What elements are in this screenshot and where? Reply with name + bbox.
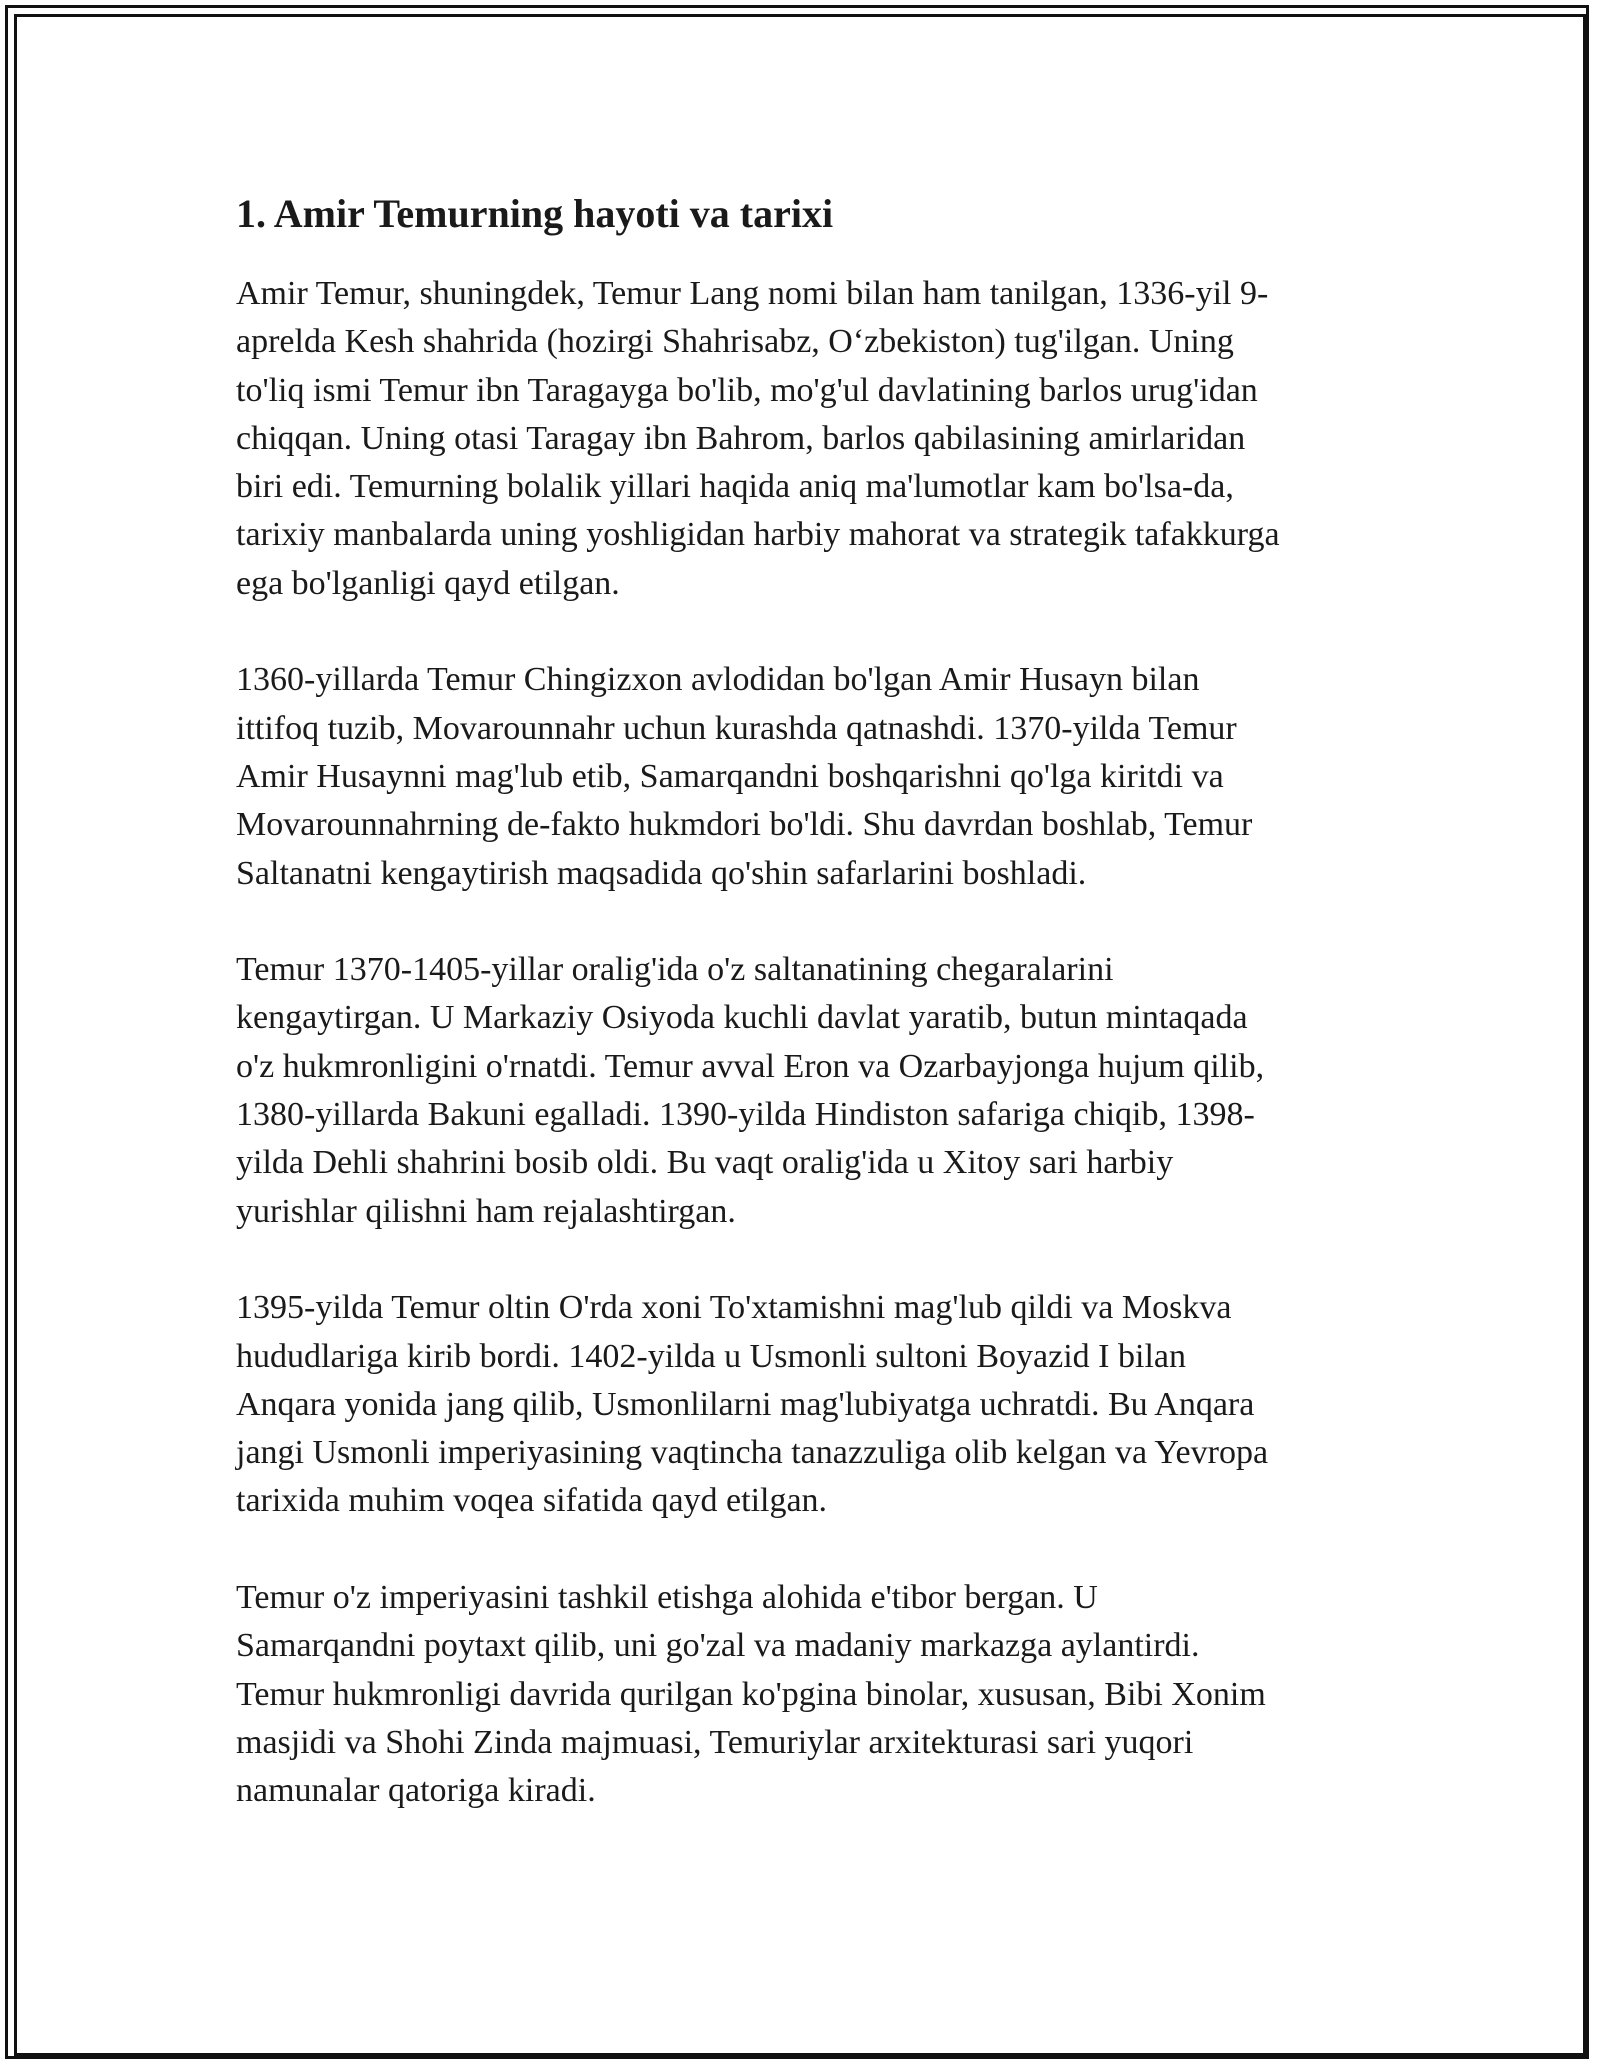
text-line: yurishlar qilishni ham rejalashtirgan. [236, 1192, 736, 1230]
text-line: jangi Usmonli imperiyasining vaqtincha tanazzuliga olib kelgan va Yevropa [236, 1434, 1269, 1472]
document-title: 1. Amir Temurning hayoti va tarixi [236, 191, 834, 236]
text-line: aprelda Kesh shahrida (hozirgi Shahrisabz, O‘zbekiston) tug'ilgan. Uning [236, 323, 1234, 361]
text-line: Amir Husaynni mag'lub etib, Samarqandni boshqarishni qo'lga kiritdi va [236, 757, 1224, 795]
text-line: Saltanatni kengaytirish maqsadida qo'shin safarlarini boshladi. [236, 854, 1087, 892]
text-line: masjidi va Shohi Zinda majmuasi, Temuriylar arxitekturasi sari yuqori [236, 1723, 1194, 1761]
text-line: Amir Temur, shuningdek, Temur Lang nomi bilan ham tanilgan, 1336-yil 9- [236, 275, 1269, 312]
text-line: 1395-yilda Temur oltin O'rda xoni To'xtamishni mag'lub qildi va Moskva [236, 1289, 1232, 1327]
text-line: kengaytirgan. U Markaziy Osiyoda kuchli davlat yaratib, butun mintaqada [236, 999, 1248, 1037]
text-line: o'z hukmronligini o'rnatdi. Temur avval Eron va Ozarbayjonga hujum qilib, [236, 1047, 1265, 1085]
paragraph-3 [236, 946, 1376, 1236]
text-line: yilda Dehli shahrini bosib oldi. Bu vaqt oralig'ida u Xitoy sari harbiy [236, 1144, 1174, 1182]
document-body [236, 188, 1376, 1864]
text-line: to'liq ismi Temur ibn Taragayga bo'lib, mo'g'ul davlatining barlos urug'idan [236, 371, 1258, 409]
text-line: ega bo'lganligi qayd etilgan. [236, 564, 620, 602]
text-line: Samarqandni poytaxt qilib, uni go'zal va madaniy markazga aylantirdi. [236, 1627, 1200, 1665]
text-line: Temur 1370-1405-yillar oralig'ida o'z saltanatining chegaralarini [236, 951, 1114, 989]
text-line: chiqqan. Uning otasi Taragay ibn Bahrom, barlos qabilasining amirlaridan [236, 419, 1246, 457]
paragraph-5 [236, 1574, 1376, 1815]
paragraph-4 [236, 1284, 1376, 1525]
text-line: tarixiy manbalarda uning yoshligidan harbiy mahorat va strategik tafakkurga [236, 516, 1280, 554]
text-line: hududlariga kirib bordi. 1402-yilda u Usmonli sultoni Boyazid I bilan [236, 1337, 1186, 1375]
text-line: biri edi. Temurning bolalik yillari haqida aniq ma'lumotlar kam bo'lsa-da, [236, 468, 1234, 506]
text-line: 1380-yillarda Bakuni egalladi. 1390-yilda Hindiston safariga chiqib, 1398- [236, 1096, 1255, 1134]
paragraph-2 [236, 656, 1376, 897]
text-line: Anqara yonida jang qilib, Usmonlilarni mag'lubiyatga uchratdi. Bu Anqara [236, 1385, 1255, 1423]
text-line: tarixida muhim voqea sifatida qayd etilgan. [236, 1482, 828, 1520]
text-line: ittifoq tuzib, Movarounnahr uchun kurashda qatnashdi. 1370-yilda Temur [236, 709, 1237, 747]
text-line: namunalar qatoriga kiradi. [236, 1772, 596, 1810]
text-line: Temur hukmronligi davrida qurilgan ko'pgina binolar, xususan, Bibi Xonim [236, 1675, 1266, 1713]
text-line: Movarounnahrning de-fakto hukmdori bo'ldi. Shu davrdan boshlab, Temur [236, 806, 1253, 844]
paragraph-1 [236, 270, 1376, 608]
text-line: 1360-yillarda Temur Chingizxon avlodidan bo'lgan Amir Husayn bilan [236, 661, 1200, 699]
text-line: Temur o'z imperiyasini tashkil etishga alohida e'tibor bergan. U [236, 1579, 1098, 1617]
